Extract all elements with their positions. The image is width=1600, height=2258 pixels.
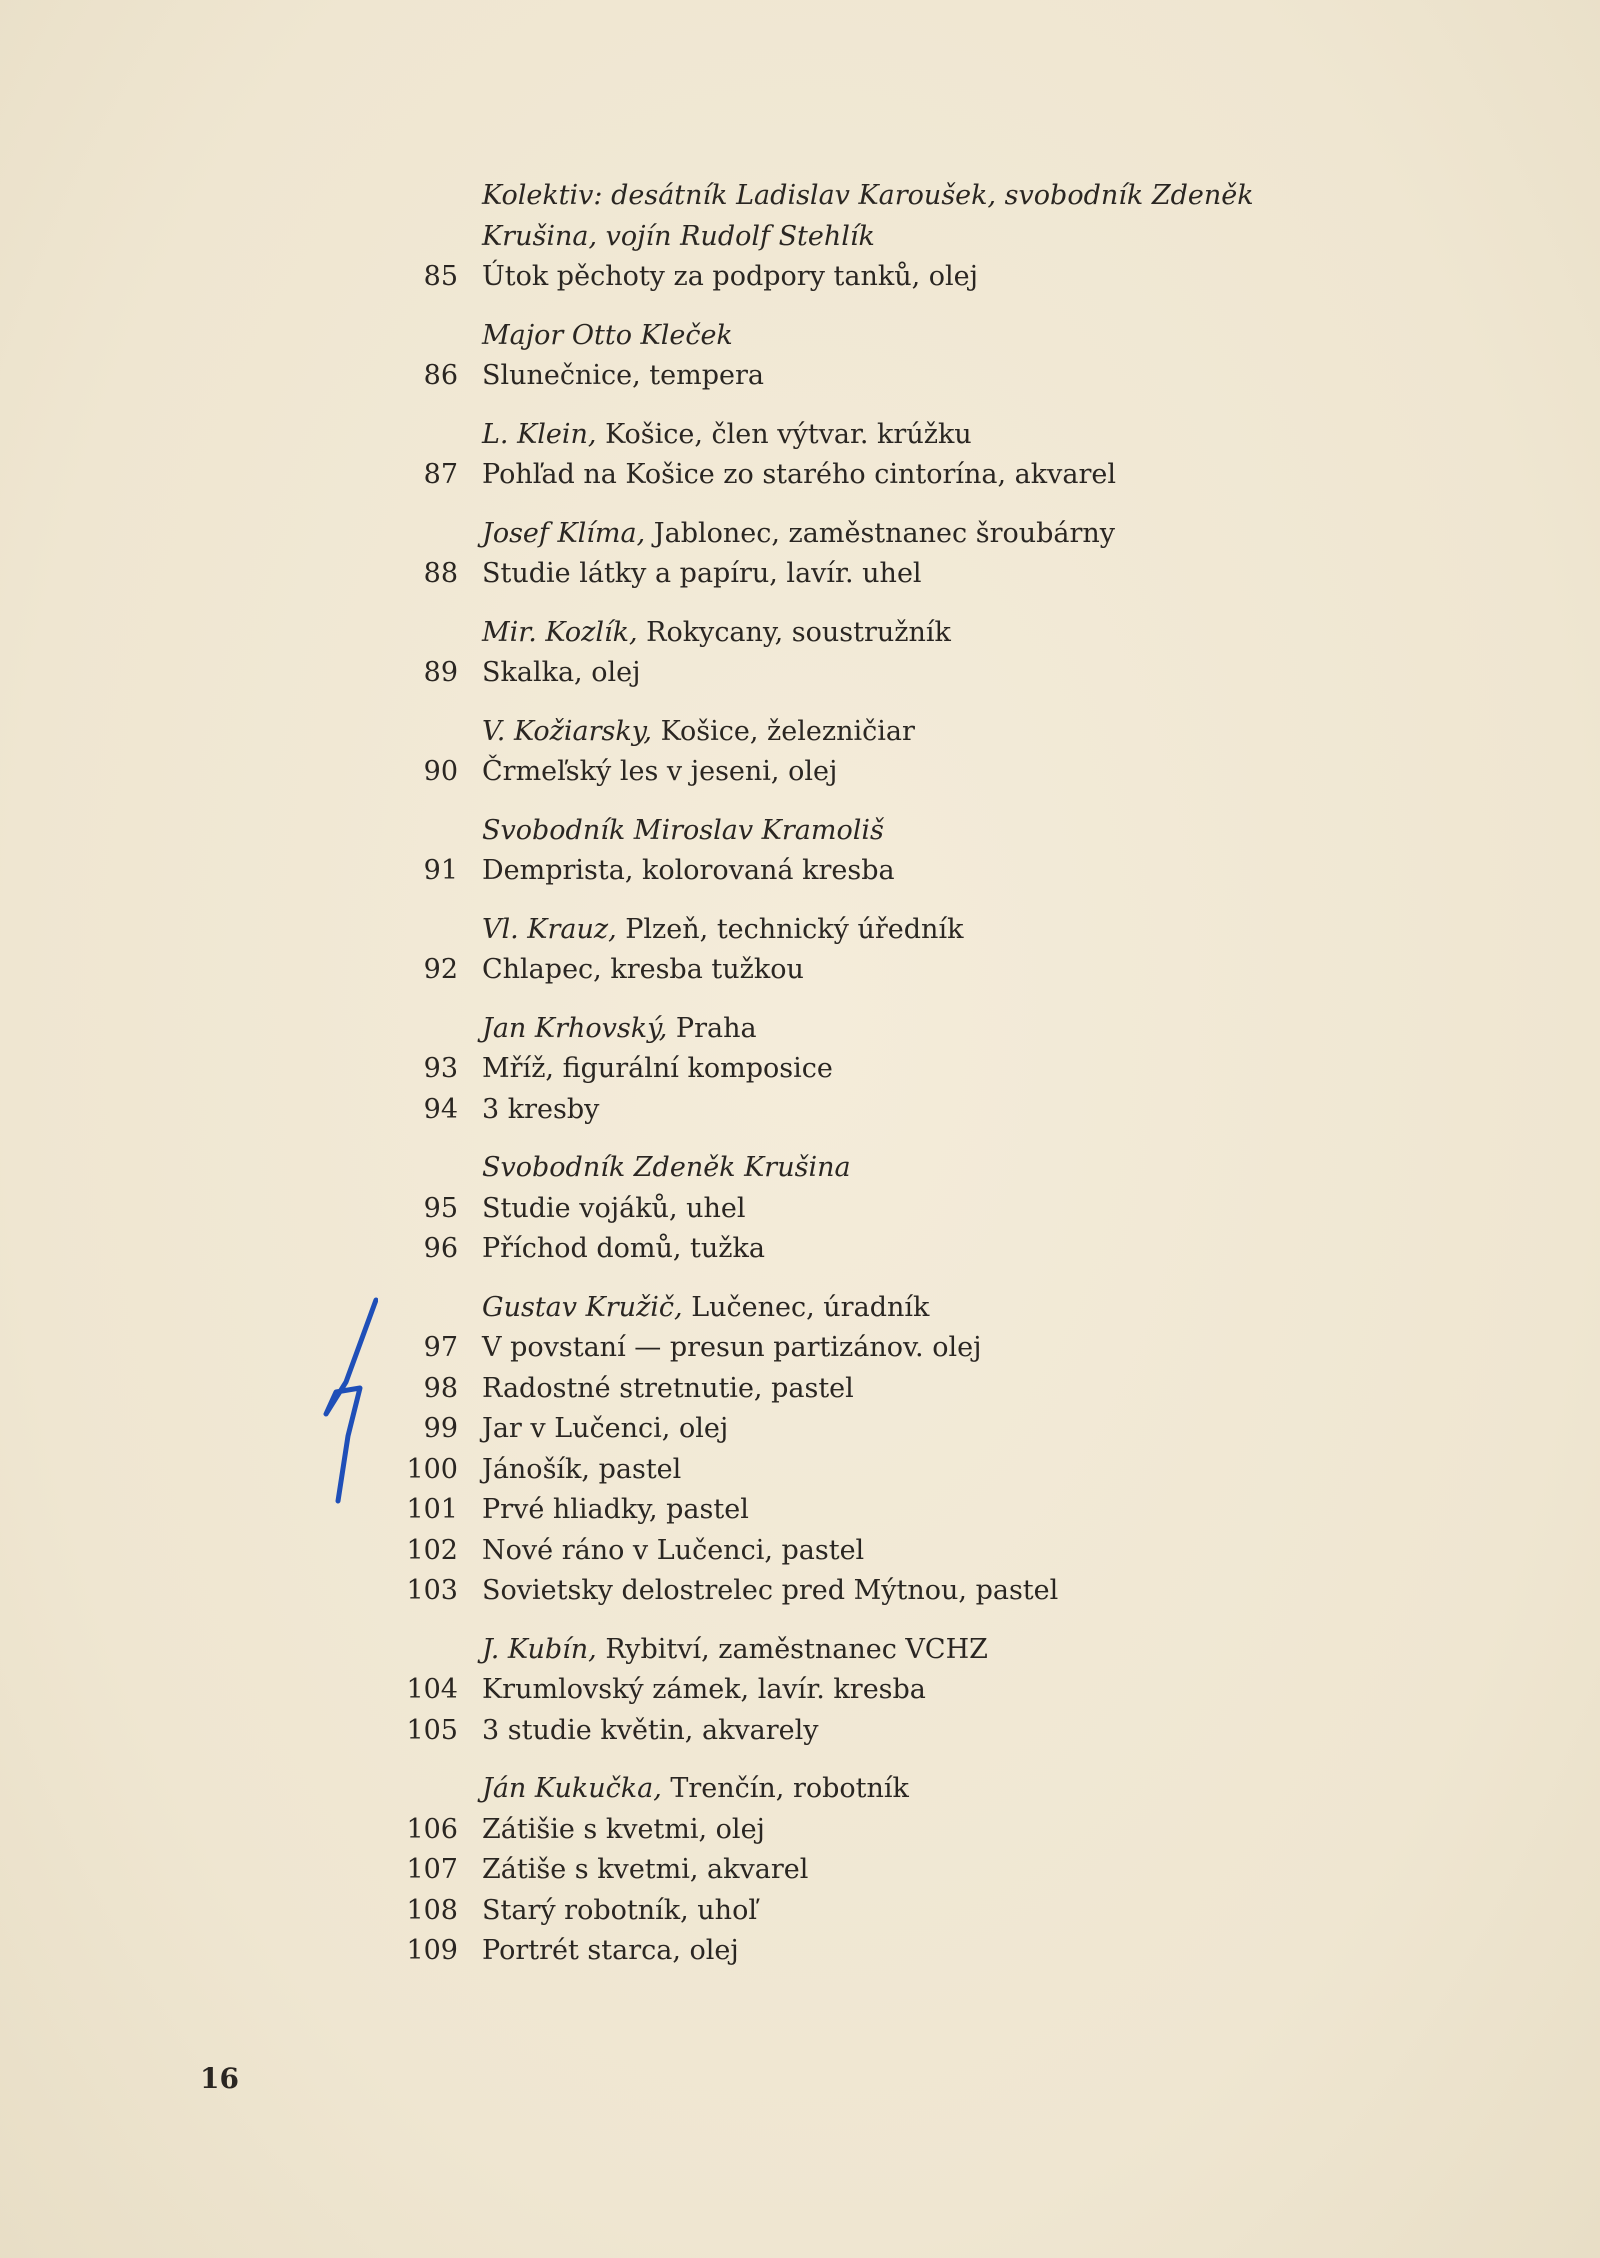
artist-group [380,316,1380,397]
catalog-entry [380,1409,1380,1450]
entry-title: 3 kresby [482,1093,600,1125]
artist-heading [380,613,1380,654]
entry-number: 105 [406,1714,458,1746]
artist-heading [380,1148,1380,1189]
artist-heading [380,514,1380,555]
artist-name: Mir. Kozlík, [482,616,638,648]
entry-number: 92 [423,954,458,985]
entry-title: Pohľad na Košice zo starého cintorína, akvarel [482,459,1117,490]
entry-number: 100 [406,1453,458,1485]
entry-number: 89 [423,657,458,688]
entry-title: Zátišie s kvetmi, olej [482,1813,765,1845]
entry-title: Krumlovský zámek, lavír. kresba [482,1674,926,1705]
artist-info: Lučenec, úradník [682,1291,930,1323]
catalog-entry [380,1711,1380,1752]
artist-info: Košice, železničiar [651,715,915,747]
artist-heading [380,1630,1380,1671]
entry-title: Studie vojáků, uhel [482,1192,746,1224]
catalog-list [380,176,1380,1990]
entry-number: 88 [423,558,458,589]
artist-name: Ján Kukučka, [482,1773,662,1804]
artist-info: Praha [667,1012,757,1044]
artist-group [380,1288,1380,1612]
catalog-entry [380,950,1380,991]
artist-heading [380,176,1380,217]
entry-title: Sovietsky delostrelec pred Mýtnou, pastel [482,1575,1059,1606]
entry-title: Nové ráno v Lučenci, pastel [482,1534,865,1566]
artist-name: L. Klein, [482,418,597,450]
artist-name: Krušina, vojín Rudolf Stehlík [482,220,875,252]
catalog-entry [380,1328,1380,1369]
artist-name: Svobodník Miroslav Kramoliš [482,814,884,846]
entry-number: 93 [423,1053,458,1084]
entry-title: Portrét starca, olej [482,1935,739,1966]
entry-number: 108 [406,1894,458,1926]
artist-info: Rokycany, soustružník [637,616,951,648]
page-number: 16 [200,2062,239,2095]
entry-number: 109 [406,1935,458,1966]
catalog-entry [380,1850,1380,1891]
artist-group [380,176,1380,298]
entry-number: 107 [406,1854,458,1885]
entry-number: 102 [406,1534,458,1566]
artist-group [380,613,1380,694]
artist-name: Jan Krhovský, [482,1012,668,1044]
entry-number: 106 [406,1813,458,1845]
catalog-entry [380,1369,1380,1410]
entry-number: 86 [423,360,458,391]
artist-heading [380,217,1380,258]
artist-group [380,1769,1380,1972]
catalog-entry [380,653,1380,694]
catalog-entry [380,1531,1380,1572]
artist-heading [380,1288,1380,1329]
catalog-entry [380,455,1380,496]
entry-number: 94 [423,1093,458,1125]
artist-heading [380,1009,1380,1050]
entry-number: 104 [406,1674,458,1705]
artist-heading [380,415,1380,456]
artist-name: Kolektiv: desátník Ladislav Karoušek, svobodník Zdeněk [482,180,1254,211]
entry-number: 85 [423,261,458,292]
artist-name: Major Otto Kleček [482,319,733,351]
catalog-entry [380,1571,1380,1612]
catalog-entry [380,851,1380,892]
catalog-entry [380,1450,1380,1491]
catalog-entry [380,1229,1380,1270]
artist-group [380,712,1380,793]
artist-info: Jablonec, zaměstnanec šroubárny [645,517,1116,549]
catalog-entry [380,257,1380,298]
catalog-entry [380,1189,1380,1230]
entry-number: 97 [423,1332,458,1363]
catalog-entry [380,1670,1380,1711]
artist-group [380,1630,1380,1752]
artist-group [380,910,1380,991]
entry-number: 103 [406,1575,458,1606]
entry-title: Jar v Lučenci, olej [482,1413,729,1444]
entry-title: Skalka, olej [482,657,641,688]
entry-title: Mříž, figurální komposice [482,1053,833,1084]
artist-name: Gustav Kružič, [482,1291,683,1323]
entry-title: Studie látky a papíru, lavír. uhel [482,558,922,589]
entry-number: 99 [423,1413,458,1444]
catalog-entry [380,1490,1380,1531]
catalog-entry [380,1049,1380,1090]
artist-group [380,1009,1380,1131]
artist-name: Josef Klíma, [482,517,646,549]
entry-title: Chlapec, kresba tužkou [482,954,804,985]
artist-info: Trenčín, robotník [661,1773,909,1804]
artist-group [380,415,1380,496]
entry-title: Zátiše s kvetmi, akvarel [482,1854,809,1885]
handwritten-pen-mark-icon [318,1296,378,1506]
entry-title: Příchod domů, tužka [482,1233,765,1264]
entry-title: Starý robotník, uhoľ [482,1894,757,1926]
artist-info: Rybitví, zaměstnanec VCHZ [596,1633,988,1665]
entry-title: Jánošík, pastel [482,1453,682,1485]
entry-title: Črmeľský les v jeseni, olej [482,756,838,787]
catalog-entry [380,356,1380,397]
entry-number: 90 [423,756,458,787]
artist-name: J. Kubín, [482,1633,597,1665]
entry-number: 87 [423,459,458,490]
entry-title: Prvé hliadky, pastel [482,1494,749,1525]
artist-heading [380,316,1380,357]
artist-name: Svobodník Zdeněk Krušina [482,1152,851,1183]
entry-title: Útok pěchoty za podpory tanků, olej [482,261,979,292]
entry-title: V povstaní — presun partizánov. olej [482,1332,982,1363]
artist-group [380,1148,1380,1270]
entry-number: 95 [423,1192,458,1224]
artist-name: V. Kožiarsky, [482,715,652,747]
catalog-entry [380,1891,1380,1932]
catalog-entry [380,554,1380,595]
catalog-entry [380,1810,1380,1851]
artist-name: Vl. Krauz, [482,913,617,945]
artist-info: Plzeň, technický úředník [616,913,964,945]
entry-title: 3 studie květin, akvarely [482,1714,819,1746]
artist-heading [380,910,1380,951]
artist-info: Košice, člen výtvar. krúžku [596,418,972,450]
entry-number: 91 [423,855,458,886]
catalog-entry [380,752,1380,793]
artist-heading [380,712,1380,753]
artist-group [380,811,1380,892]
catalog-entry [380,1931,1380,1972]
entry-title: Radostné stretnutie, pastel [482,1372,854,1404]
artist-heading [380,1769,1380,1810]
catalog-entry [380,1090,1380,1131]
entry-title: Demprista, kolorovaná kresba [482,855,895,886]
artist-group [380,514,1380,595]
entry-title: Slunečnice, tempera [482,360,764,391]
entry-number: 98 [423,1372,458,1404]
entry-number: 101 [406,1494,458,1525]
artist-heading [380,811,1380,852]
entry-number: 96 [423,1233,458,1264]
